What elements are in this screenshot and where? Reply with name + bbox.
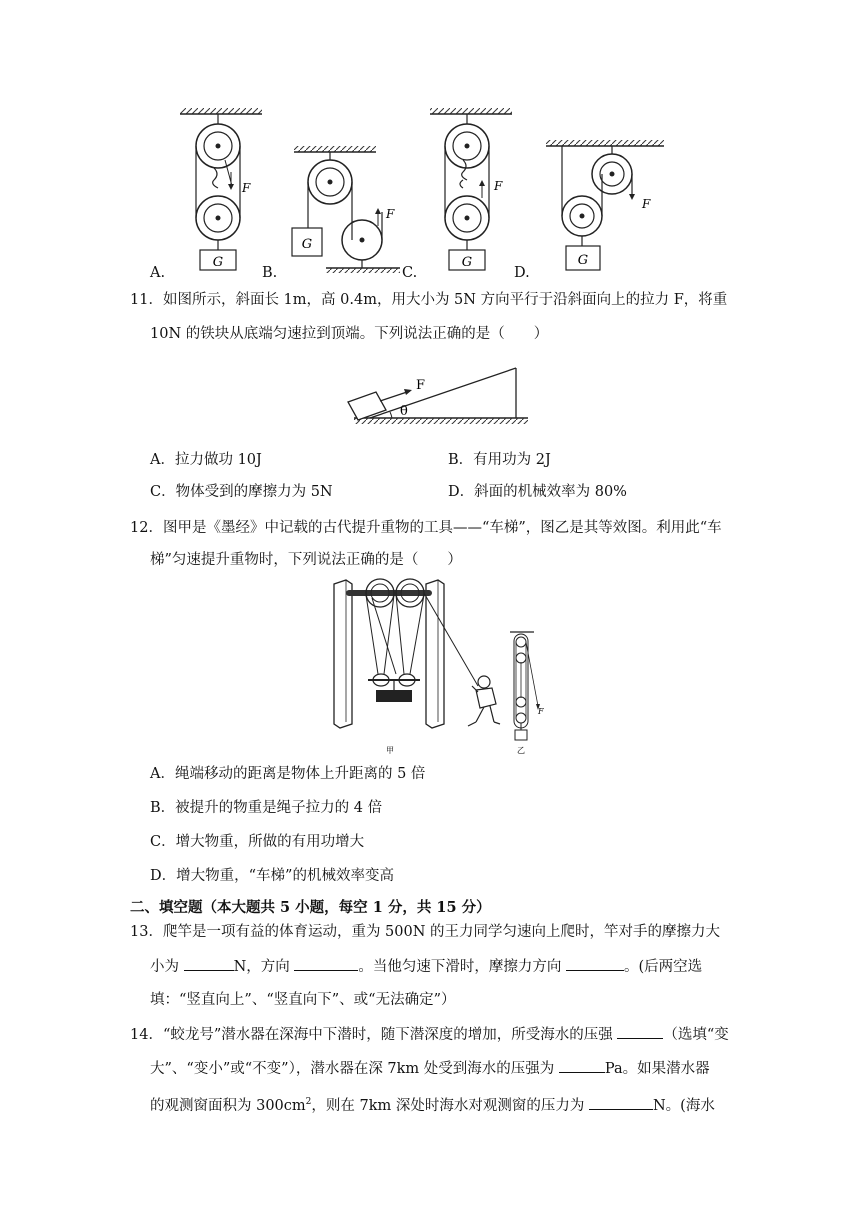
q11-stem-line2: 10N 的铁块从底端匀速拉到顶端。下列说法正确的是（ ）: [150, 326, 549, 342]
figure-b-g-label: G: [301, 237, 313, 252]
q10-option-c[interactable]: C.: [402, 265, 418, 281]
q12-option-c[interactable]: C．增大物重，所做的有用功增大: [150, 834, 365, 850]
q13-blank-2[interactable]: [294, 956, 358, 971]
q13-stem-line1: 13．爬竿是一项有益的体育运动，重为 500N 的王力同学匀速向上爬时，竿对手的摩擦力大: [130, 924, 721, 940]
q10-option-d[interactable]: D.: [514, 265, 530, 281]
q14-superscript: 2: [305, 1097, 312, 1107]
figure-d-f-label: F: [642, 197, 651, 211]
q14-blank-3[interactable]: [589, 1095, 653, 1110]
q13-stem-line2: [150, 956, 702, 977]
q14-text-c: 大”、“变小”或“不变”），潜水器在深 7km 处受到海水的压强为: [150, 1061, 559, 1077]
q14-stem-line1: [130, 1024, 729, 1045]
q12-yi-label: 乙: [517, 746, 525, 755]
q13-stem-line3: 填：“竖直向上”、“竖直向下”、或“无法确定”）: [150, 992, 456, 1008]
q14-stem-line2: [150, 1058, 710, 1079]
q14-text-g: N。(海水: [652, 1097, 715, 1114]
figure-c-g-label: G: [461, 255, 473, 270]
q10-figures: [0, 0, 860, 290]
q12-option-d[interactable]: D．增大物重，“车梯”的机械效率变高: [150, 868, 394, 884]
q12-option-b[interactable]: B．被提升的物重是绳子拉力的 4 倍: [150, 800, 383, 816]
q10-option-a[interactable]: A.: [150, 265, 166, 281]
q11-option-a[interactable]: A．拉力做功 10J: [150, 452, 262, 468]
q10-option-b[interactable]: B.: [262, 265, 278, 281]
q11-stem-line1: 11．如图所示，斜面长 1m，高 0.4m，用大小为 5N 方向平行于沿斜面向上的拉力 F，将重: [130, 292, 728, 308]
q14-text-f: ，则在 7km 深处时海水对观测窗的压力为: [311, 1097, 589, 1114]
q13-text-b: N，方向: [233, 959, 295, 975]
q14-blank-2[interactable]: [559, 1058, 605, 1073]
section-2-title: 二、填空题（本大题共 5 小题，每空 1 分，共 15 分）: [130, 899, 491, 916]
q12-stem-line2: 梯”匀速提升重物时，下列说法正确的是（ ）: [150, 552, 462, 568]
q13-text-c: 。当他匀速下滑时，摩擦力方向: [358, 959, 567, 975]
q11-option-d[interactable]: D．斜面的机械效率为 80%: [448, 484, 627, 500]
figure-d-g-label: G: [577, 253, 589, 268]
q12-option-a[interactable]: A．绳端移动的距离是物体上升距离的 5 倍: [150, 766, 426, 782]
q13-blank-3[interactable]: [566, 956, 624, 971]
pulley-figure-b: [292, 146, 400, 273]
q14-text-d: Pa。如果潜水器: [604, 1061, 710, 1077]
q14-blank-1[interactable]: [617, 1024, 663, 1039]
q12-che-ti-figure: [0, 570, 860, 760]
q11-option-b[interactable]: B．有用功为 2J: [448, 452, 551, 468]
q14-text-b: （选填“变: [663, 1027, 729, 1043]
q11-theta-label: θ: [400, 404, 408, 419]
figure-a-g-label: G: [212, 255, 224, 270]
q13-text-a: 小为: [150, 959, 184, 975]
figure-b-f-label: F: [386, 207, 395, 221]
q11-option-c[interactable]: C．物体受到的摩擦力为 5N: [150, 484, 333, 500]
q11-incline-figure: [0, 360, 860, 430]
q13-blank-1[interactable]: [184, 956, 234, 971]
q12-f-label: F: [538, 707, 544, 716]
q11-f-label: F: [416, 378, 426, 393]
q14-stem-line3: [150, 1092, 715, 1116]
q14-text-a: 14．“蛟龙号”潜水器在深海中下潜时，随下潜深度的增加，所受海水的压强: [130, 1027, 618, 1043]
q14-text-e: 的观测窗面积为 300cm: [150, 1097, 306, 1114]
q12-stem-line1: 12．图甲是《墨经》中记载的古代提升重物的工具——“车梯”，图乙是其等效图。利用此“车: [130, 520, 722, 536]
q12-jia-label: 甲: [386, 746, 394, 755]
q13-text-d: 。(后两空选: [624, 959, 703, 975]
figure-a-f-label: F: [242, 181, 251, 195]
figure-c-f-label: F: [494, 179, 503, 193]
